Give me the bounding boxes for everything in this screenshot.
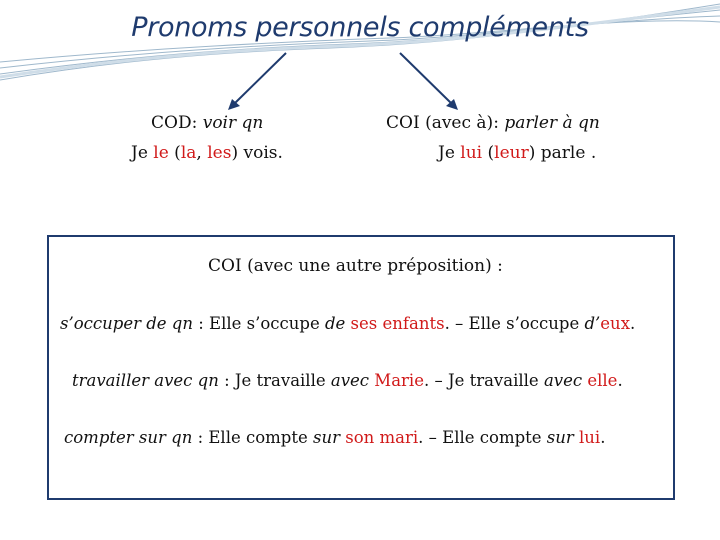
pronoun-highlight: lui bbox=[460, 143, 483, 163]
coi-label-line bbox=[386, 113, 600, 133]
coi-label: COI (avec à): bbox=[386, 113, 499, 133]
complement-highlight: ses enfants bbox=[350, 314, 445, 333]
arrow-left bbox=[234, 53, 286, 104]
text-fragment: : Elle compte bbox=[192, 428, 314, 447]
text-fragment: Je bbox=[438, 143, 461, 163]
text-fragment: , bbox=[196, 143, 208, 163]
cod-label-line bbox=[151, 113, 263, 133]
text-fragment: . – Je travaille bbox=[423, 371, 544, 390]
text-fragment: . – Elle s’occupe bbox=[444, 314, 585, 333]
preposition: sur bbox=[546, 428, 574, 447]
preposition: avec bbox=[543, 371, 583, 390]
example-row-3 bbox=[64, 428, 605, 447]
pronoun-highlight: les bbox=[207, 143, 232, 163]
pronoun-highlight: eux bbox=[600, 314, 630, 333]
pronoun-highlight: lui bbox=[579, 428, 601, 447]
text-fragment: Je bbox=[131, 143, 154, 163]
box-heading: COI (avec une autre préposition) : bbox=[208, 256, 503, 276]
text-fragment: . bbox=[617, 371, 623, 390]
pronoun-highlight: le bbox=[153, 143, 169, 163]
text-fragment: . bbox=[630, 314, 636, 333]
text-fragment: ) parle . bbox=[528, 143, 597, 163]
text-fragment: . – Elle compte bbox=[418, 428, 547, 447]
coi-sentence bbox=[438, 143, 596, 163]
verb-construction: s’occuper de qn bbox=[60, 314, 193, 333]
text-fragment: ( bbox=[168, 143, 181, 163]
preposition: de bbox=[324, 314, 346, 333]
verb-construction: travailler avec qn bbox=[72, 371, 219, 390]
text-fragment: . bbox=[600, 428, 606, 447]
cod-label: COD: bbox=[151, 113, 198, 133]
text-fragment: ) vois. bbox=[231, 143, 283, 163]
page-title: Pronoms personnels compléments bbox=[131, 12, 589, 43]
pronoun-highlight: elle bbox=[587, 371, 618, 390]
complement-highlight: son mari bbox=[345, 428, 419, 447]
example-row-1 bbox=[60, 314, 635, 333]
arrow-right bbox=[400, 53, 452, 104]
complement-highlight: Marie bbox=[374, 371, 424, 390]
cod-example: voir qn bbox=[202, 113, 264, 133]
example-row-2 bbox=[72, 371, 623, 390]
cod-sentence bbox=[131, 143, 283, 163]
text-fragment: : Elle s’occupe bbox=[192, 314, 325, 333]
preposition: avec bbox=[330, 371, 370, 390]
preposition: d’ bbox=[584, 314, 601, 333]
preposition: sur bbox=[313, 428, 340, 447]
text-fragment: ( bbox=[482, 143, 495, 163]
coi-example: parler à qn bbox=[504, 113, 600, 133]
pronoun-highlight: la bbox=[180, 143, 197, 163]
text-fragment: : Je travaille bbox=[218, 371, 331, 390]
pronoun-highlight: leur bbox=[494, 143, 529, 163]
verb-construction: compter sur qn bbox=[64, 428, 193, 447]
